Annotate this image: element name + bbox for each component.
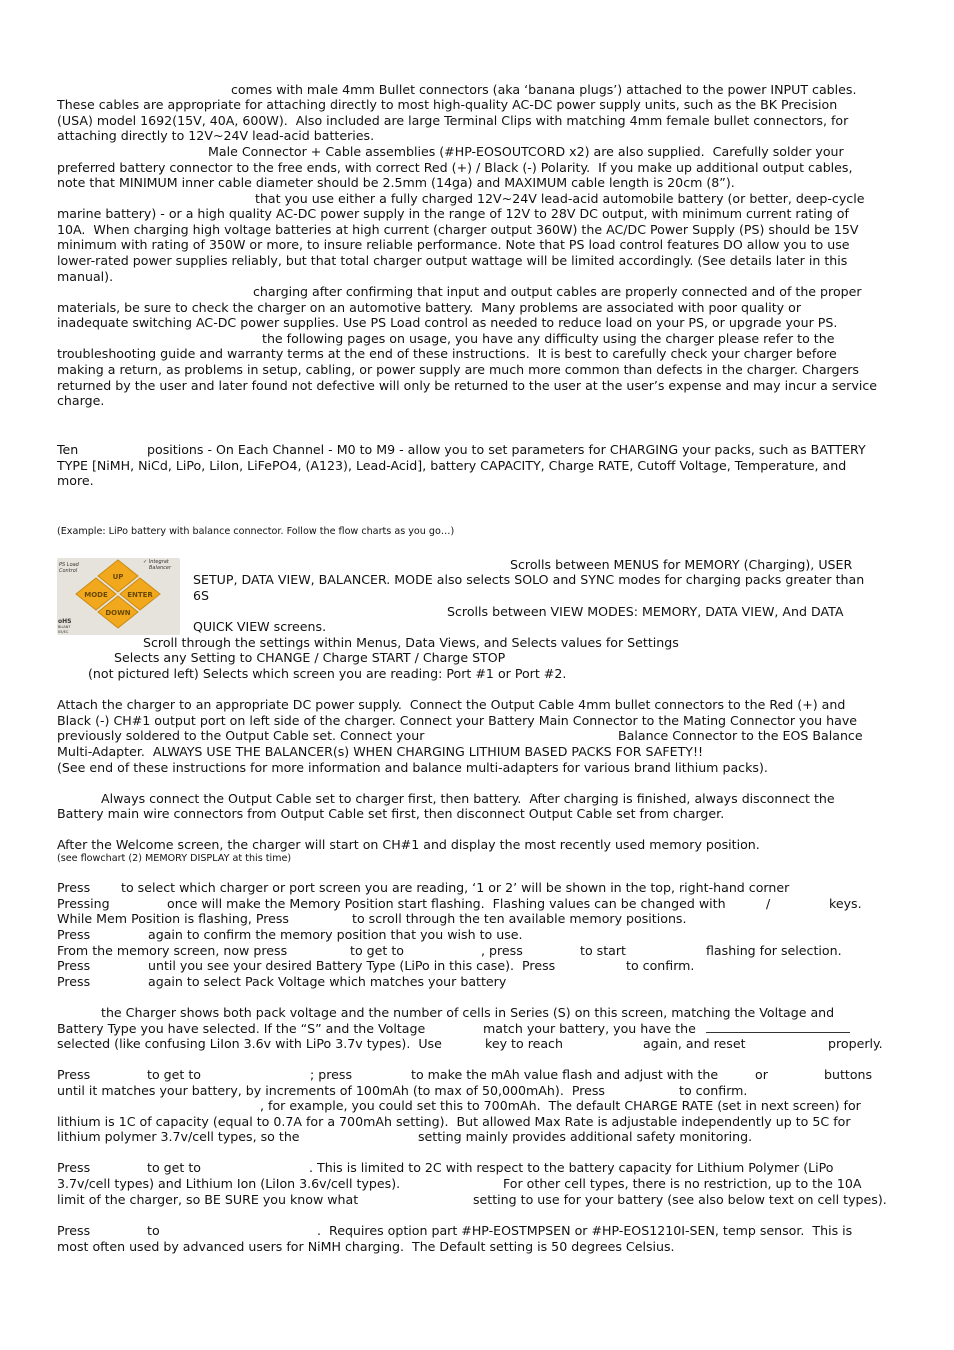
text-line: once will make the Memory Position start flashing. Flashing values can be changed with xyxy=(167,896,726,911)
text-line: Balance Connector to the EOS Balance xyxy=(618,728,863,743)
text-line: charging after confirming that input and output cables are properly connected and of the proper xyxy=(253,284,862,299)
up-key-label: UP xyxy=(112,573,124,581)
text-line: the following pages on usage, you have any difficulty using the charger please refer to the xyxy=(262,331,835,346)
text-line: inadequate switching AC-DC power supplies. Use PS Load control as needed to reduce load on your PS, or upgrade your PS. xyxy=(57,315,838,330)
rohs-directive: 05/EC xyxy=(58,630,69,634)
text-line: limit of the charger, so BE SURE you know what xyxy=(57,1192,359,1207)
text-line: setting mainly provides additional safety monitoring. xyxy=(418,1129,753,1144)
text-line: Press xyxy=(57,880,91,895)
keypad-text-balancer: Balancer xyxy=(149,565,171,571)
text-line: Always connect the Output Cable set to charger first, then battery. After charging is finished, always disconnect the xyxy=(101,791,835,806)
text-line: These cables are appropriate for attaching directly to most high-quality AC-DC power supply units, such as the BK Precision xyxy=(57,97,838,112)
blank-underline xyxy=(706,1032,850,1033)
text-line: comes with male 4mm Bullet connectors (aka ‘banana plugs’) attached to the power INPUT cables. xyxy=(227,82,857,97)
text-line: key to reach xyxy=(485,1036,563,1051)
text-line: to xyxy=(147,1223,160,1238)
text-line: Battery main wire connectors from Output Cable set first, then disconnect Output Cable set from charger. xyxy=(57,806,725,821)
text-line: properly. xyxy=(828,1036,883,1051)
text-line: 6S xyxy=(193,588,210,603)
text-line: selected (like confusing LiIon 3.6v with LiPo 3.7v types). Use xyxy=(57,1036,442,1051)
text-line: Selects any Setting to CHANGE / Charge START / Charge STOP xyxy=(114,650,506,665)
text-line: buttons xyxy=(824,1067,873,1082)
text-line: preferred battery connector to the free ends, with correct Red (+) / Black (-) Polarity. If you make up additional output cables, xyxy=(57,160,853,175)
rohs-mark: oHS xyxy=(58,618,72,625)
flowchart-note: (see flowchart (2) MEMORY DISPLAY at this time) xyxy=(57,853,292,864)
text-line: (USA) model 1692(15V, 40A, 600W). Also included are large Terminal Clips with matching 4mm female bullet connectors, for xyxy=(57,113,849,128)
text-line: until it matches your battery, by increments of 100mAh (to max of 50,000mAh). Press xyxy=(57,1083,605,1098)
text-line: Ten xyxy=(57,442,79,457)
text-line: TYPE [NiMH, NiCd, LiPo, LiIon, LiFePO4, (A123), Lead-Acid], battery CAPACITY, Charge RATE, Cutoff Voltage, Temperature, and xyxy=(57,458,847,473)
text-line: to get to xyxy=(350,943,404,958)
enter-key-label: ENTER xyxy=(127,591,153,599)
text-line: again to select Pack Voltage which matches your battery xyxy=(148,974,507,989)
text-line: Scrolls between MENUS for MEMORY (Charging), USER xyxy=(510,557,853,572)
text-line: keys. xyxy=(829,896,862,911)
rohs-compliant: BLIANT xyxy=(58,625,71,629)
keypad-image xyxy=(57,558,180,635)
keypad-text-ps-load: PS Load xyxy=(59,562,79,568)
text-line: After the Welcome screen, the charger will start on CH#1 and display the most recently used memory position. xyxy=(57,837,760,852)
text-line: QUICK VIEW screens. xyxy=(193,619,327,634)
text-line: lithium polymer 3.7v/cell types, so the xyxy=(57,1129,300,1144)
text-line: previously soldered to the Output Cable set. Connect your xyxy=(57,728,425,743)
text-line: to get to xyxy=(147,1160,201,1175)
text-line: that you use either a fully charged 12V~24V lead-acid automobile battery (or better, deep-cycle xyxy=(255,191,865,206)
text-line: to make the mAh value flash and adjust with the xyxy=(411,1067,719,1082)
text-line: to scroll through the ten available memory positions. xyxy=(352,911,687,926)
keypad-text-control: Control xyxy=(59,568,78,574)
text-line: 10A. When charging high voltage batteries at high current (charger output 360W) the AC/DC Power Supply (PS) should be 15V xyxy=(57,222,859,237)
text-line: manual). xyxy=(57,269,114,284)
text-line: Black (-) CH#1 output port on left side of the charger. Connect your Battery Main Connector to the Mating Connector you have xyxy=(57,713,858,728)
text-line: minimum with rating of 350W or more, to insure reliable performance. Note that PS load control features DO allow you to use xyxy=(57,237,850,252)
text-line: Press xyxy=(57,1160,91,1175)
text-line: . This is limited to 2C with respect to the battery capacity for Lithium Polymer (LiPo xyxy=(309,1160,834,1175)
text-line: Attach the charger to an appropriate DC power supply. Connect the Output Cable 4mm bullet connectors to the Red (+) and xyxy=(57,697,846,712)
text-line: / xyxy=(766,896,771,911)
text-line: Male Connector + Cable assemblies (#HP-EOSOUTCORD x2) are also supplied. Carefully solder your xyxy=(208,144,844,159)
text-line: or xyxy=(755,1067,768,1082)
text-line: to confirm. xyxy=(679,1083,748,1098)
text-line: , press xyxy=(481,943,523,958)
text-line: making a return, as problems in setup, cabling, or power supply are much more common than defects in the charger. Chargers xyxy=(57,362,859,377)
text-line: flashing for selection. xyxy=(706,943,842,958)
text-line: returned by the user and later found not defective will only be returned to the user at the user’s expense and may incur a service xyxy=(57,378,877,393)
text-line: Pressing xyxy=(57,896,110,911)
text-line: materials, be sure to check the charger on an automotive battery. Many problems are associated with poor quality or xyxy=(57,300,802,315)
text-line: to confirm. xyxy=(626,958,695,973)
text-line: ; press xyxy=(310,1067,353,1082)
example-note: (Example: LiPo battery with balance connector. Follow the flow charts as you go…) xyxy=(57,526,455,537)
text-line: note that MINIMUM inner cable diameter should be 2.5mm (14ga) and MAXIMUM cable length is 20cm (8”). xyxy=(57,175,735,190)
text-line: troubleshooting guide and warranty terms at the end of these instructions. It is best to carefully check your charger before xyxy=(57,346,837,361)
text-line: marine battery) - or a high quality AC-DC power supply in the range of 12V to 28V DC output, with minimum current rating of xyxy=(57,206,849,221)
keypad-text-integrat: ✓ Integrat xyxy=(143,559,169,565)
text-line: While Mem Position is flashing, Press xyxy=(57,911,289,926)
text-line: setting to use for your battery (see also below text on cell types). xyxy=(473,1192,887,1207)
keypad-graphic xyxy=(57,558,180,635)
text-line: to start xyxy=(580,943,626,958)
text-line: again, and reset xyxy=(643,1036,746,1051)
text-line: charge. xyxy=(57,393,105,408)
text-line: For other cell types, there is no restriction, up to the 10A xyxy=(503,1176,862,1191)
text-line: most often used by advanced users for NiMH charging. The Default setting is 50 degrees Celsius. xyxy=(57,1239,675,1254)
text-line: From the memory screen, now press xyxy=(57,943,288,958)
text-line: Scrolls between VIEW MODES: MEMORY, DATA VIEW, And DATA xyxy=(447,604,844,619)
text-line: lower-rated power supplies reliably, but that total charger output wattage will be limited accordingly. (See details later in this xyxy=(57,253,848,268)
mode-key-label: MODE xyxy=(84,591,108,599)
text-line: attaching directly to 12V~24V lead-acid batteries. xyxy=(57,128,375,143)
text-line: (See end of these instructions for more information and balance multi-adapters for various brand lithium packs). xyxy=(57,760,768,775)
text-line: SETUP, DATA VIEW, BALANCER. MODE also selects SOLO and SYNC modes for charging packs greater than xyxy=(193,572,865,587)
text-line: match your battery, you have the xyxy=(483,1021,696,1036)
text-line: Press xyxy=(57,1223,91,1238)
text-line: Battery Type you have selected. If the “S” and the Voltage xyxy=(57,1021,426,1036)
text-line: positions - On Each Channel - M0 to M9 - allow you to set parameters for CHARGING your packs, such as BATTERY xyxy=(147,442,866,457)
text-line: . Requires option part #HP-EOSTMPSEN or #HP-EOS1210I-SEN, temp sensor. This is xyxy=(317,1223,853,1238)
text-line: to select which charger or port screen you are reading, ‘1 or 2’ will be shown in the top, right-hand corner xyxy=(121,880,790,895)
text-line: again to confirm the memory position that you wish to use. xyxy=(148,927,523,942)
text-line: Multi-Adapter. ALWAYS USE THE BALANCER(s) WHEN CHARGING LITHIUM BASED PACKS FOR SAFETY!! xyxy=(57,744,704,759)
text-line: to get to xyxy=(147,1067,201,1082)
text-line: Scroll through the settings within Menus, Data Views, and Selects values for Settings xyxy=(143,635,679,650)
text-line: , for example, you could set this to 700mAh. The default CHARGE RATE (set in next screen) for xyxy=(260,1098,861,1113)
text-line: Press xyxy=(57,974,91,989)
text-line: Press xyxy=(57,927,91,942)
down-key-label: DOWN xyxy=(105,609,131,617)
text-line: (not pictured left) Selects which screen you are reading: Port #1 or Port #2. xyxy=(88,666,567,681)
text-line: 3.7v/cell types) and Lithium Ion (LiIon 3.6v/cell types). xyxy=(57,1176,401,1191)
text-line: lithium is 1C of capacity (equal to 0.7A for a 700mAh setting). But allowed Max Rate is adjustable independently up to 5C for xyxy=(57,1114,851,1129)
text-line: Press xyxy=(57,1067,91,1082)
text-line: the Charger shows both pack voltage and the number of cells in Series (S) on this screen, matching the Voltage and xyxy=(101,1005,835,1020)
text-line: Press xyxy=(57,958,91,973)
text-line: more. xyxy=(57,473,94,488)
text-line: until you see your desired Battery Type (LiPo in this case). Press xyxy=(148,958,556,973)
